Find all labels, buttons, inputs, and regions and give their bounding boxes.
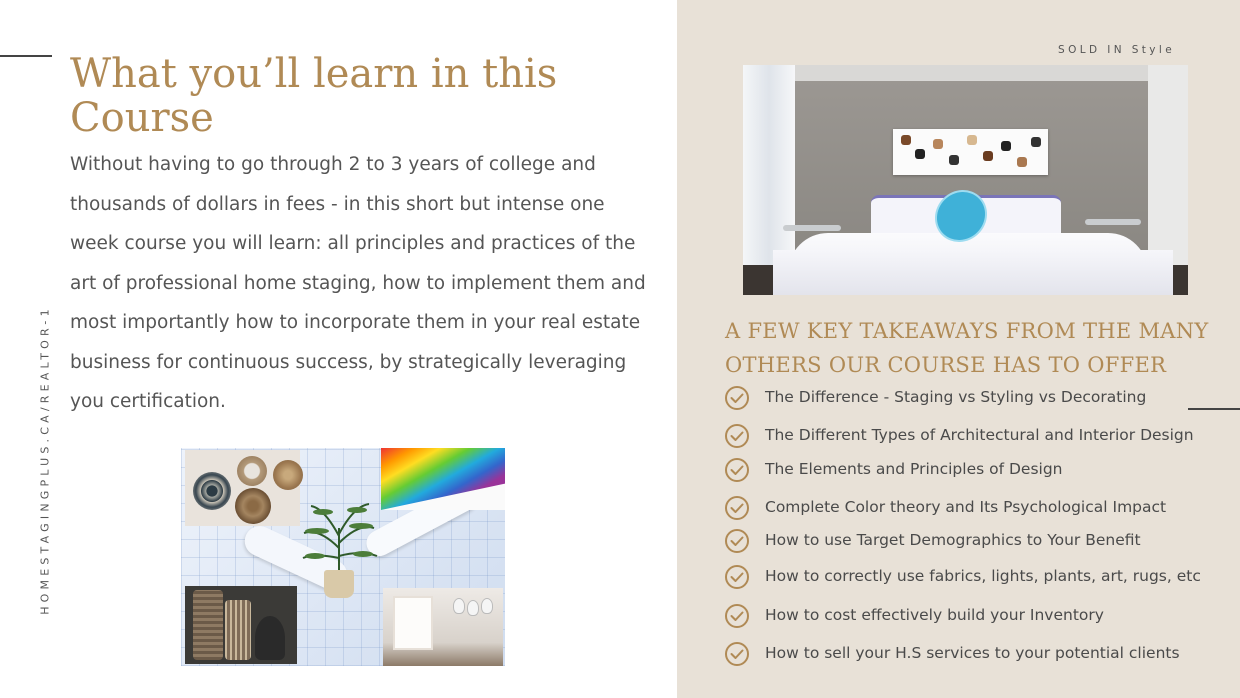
takeaway-label: Complete Color theory and Its Psychological Impact: [765, 498, 1167, 516]
wall-baskets-photo: [185, 450, 300, 526]
bulb: [467, 600, 479, 616]
bulb: [481, 598, 493, 614]
check-circle-icon: [724, 457, 750, 483]
takeaway-label: How to correctly use fabrics, lights, plants, art, rugs, etc: [765, 567, 1201, 585]
check-circle-icon: [724, 495, 750, 521]
list-item: [724, 603, 1240, 633]
list-item: [724, 564, 1240, 594]
lanterns-photo: [185, 586, 297, 664]
check-circle-icon: [724, 564, 750, 590]
page-title-line1: What you’ll learn in this: [70, 51, 558, 97]
check-circle-icon: [724, 528, 750, 554]
takeaway-label: The Elements and Principles of Design: [765, 460, 1063, 478]
nightstand-left: [783, 225, 841, 231]
top-divider-line: [0, 55, 52, 57]
takeaway-label: The Difference - Staging vs Styling vs Decorating: [765, 388, 1147, 406]
brand-tag: SOLD IN Style: [1058, 44, 1176, 56]
page-title-line2: Course: [70, 95, 214, 141]
plant-pot: [324, 570, 354, 598]
staging-collage-image: [181, 448, 505, 666]
wall-art: [893, 129, 1048, 175]
intro-paragraph: Without having to go through 2 to 3 years of college and thousands of dollars in fees - in this short but intense one week course you will learn: all principles and practices of the art of professional home staging, how to implement them and most importantly how to incorporate them in your real estate business for continuous success, by strategically leveraging you certification.: [70, 154, 646, 412]
takeaways-heading: A FEW KEY TAKEAWAYS FROM THE MANY OTHERS OUR COURSE HAS TO OFFER: [725, 319, 1209, 377]
takeaway-label: How to cost effectively build your Inventory: [765, 606, 1104, 624]
window: [393, 596, 433, 650]
takeaway-label: How to sell your H.S services to your potential clients: [765, 644, 1180, 662]
page-title: [70, 52, 630, 140]
check-circle-icon: [724, 423, 750, 449]
list-item: [724, 457, 1240, 487]
check-circle-icon: [724, 603, 750, 629]
check-circle-icon: [724, 385, 750, 411]
list-item: [724, 528, 1240, 558]
list-item: [724, 641, 1240, 671]
bedroom-photo: [743, 65, 1188, 295]
list-item: [724, 423, 1240, 453]
list-item: [724, 385, 1240, 415]
vertical-url-text: HOMESTAGINGPLUS.CA/REALTOR-1: [38, 305, 52, 615]
takeaway-label: How to use Target Demographics to Your Benefit: [765, 531, 1141, 549]
bulb: [453, 598, 465, 614]
list-item: [724, 495, 1240, 525]
bed-front: [773, 250, 1173, 295]
check-circle-icon: [724, 641, 750, 667]
nightstand-right: [1085, 219, 1141, 225]
ceiling: [743, 65, 1188, 81]
plant-icon: [299, 498, 379, 578]
takeaway-label: The Different Types of Architectural and Interior Design: [765, 426, 1194, 444]
